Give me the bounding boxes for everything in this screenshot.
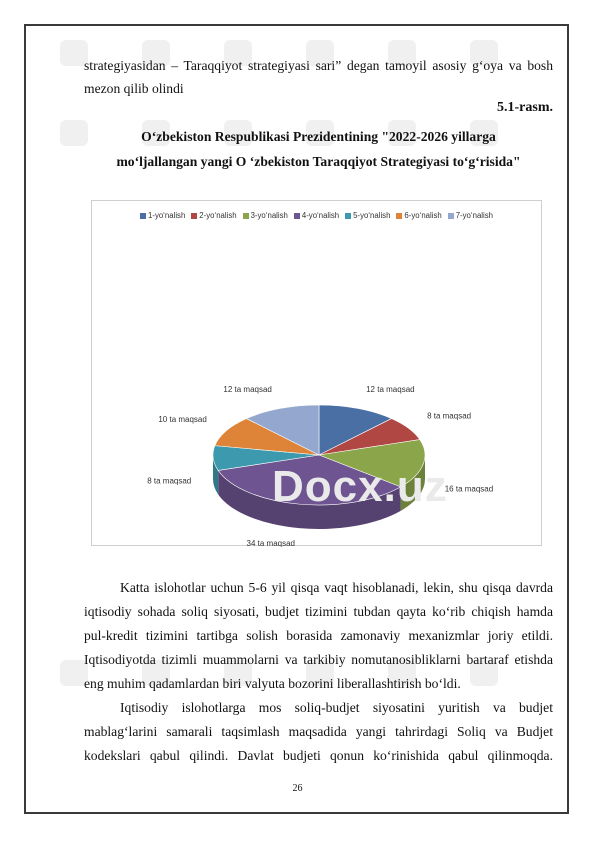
legend-label: 7-yo‘nalish (455, 211, 493, 220)
paragraph-line: Iqtisodiyotda tizimli muammolarni va tarkibiy nomutanosibliklarni bartaraf etishda (84, 652, 553, 667)
paragraph-line: Iqtisodiy islohotlarga mos soliq-budjet siyosatini yuritish va budjet (120, 700, 553, 715)
pie-data-label: 12 ta maqsad (223, 384, 272, 394)
paragraph-top-line: strategiyasidan – Taraqqiyot strategiyasi sari” degan tamoyil asosiy g‘oya va bosh (84, 58, 553, 73)
paragraph-line: Katta islohotlar uchun 5-6 yil qisqa vaqt hisoblanadi, lekin, shu qisqa davrda (120, 580, 553, 595)
paragraph-line: iqtisodiy sohada soliq siyosati, budjet tizimini tubdan qayta ko‘rib chiqish hamda (84, 604, 553, 619)
page-number: 26 (292, 783, 303, 794)
figure-title-line: mo‘ljallangan yangi O ‘zbekiston Taraqqiyot Strategiyasi to‘g‘risida" (116, 154, 521, 169)
watermark: Docx.uz (272, 462, 448, 511)
paragraph-line: mablag‘larini samarali taqsimlash maqsadida yangi tahrirdagi Soliq va Budjet (84, 724, 553, 739)
paragraph-line: pul-kredit tizimini tartibga solish borasida zamonaviy mexanizmlar joriy etildi. (84, 628, 553, 643)
legend-label: 2-yo‘nalish (199, 211, 237, 220)
paragraph-top-line: mezon qilib olindi (84, 81, 184, 96)
pie-data-label: 34 ta maqsad (246, 538, 296, 547)
legend-label: 4-yo‘nalish (301, 211, 340, 220)
figure-label: 5.1-rasm. (497, 100, 553, 115)
pie-data-label: 12 ta maqsad (366, 384, 415, 394)
legend-label: 1-yo‘nalish (148, 211, 186, 220)
pie-data-label: 8 ta maqsad (427, 411, 472, 421)
paragraph-line: kodekslari qabul qilindi. Davlat budjeti qonun ko‘rinishida qabul qilinmoqda. (84, 748, 553, 763)
legend-label: 5-yo‘nalish (353, 211, 391, 220)
paragraph-line: eng muhim qadamlardan biri valyuta bozorini liberallashtirish bo‘ldi. (84, 676, 461, 691)
pie-data-label: 10 ta maqsad (158, 415, 207, 425)
pie-data-label: 16 ta maqsad (444, 484, 494, 494)
legend-label: 6-yo‘nalish (404, 211, 442, 220)
pie-data-label: 8 ta maqsad (147, 476, 192, 486)
legend-label: 3-yo‘nalish (250, 211, 288, 220)
figure-title-line: O‘zbekiston Respublikasi Prezidentining "2022-2026 yillarga (141, 129, 496, 144)
